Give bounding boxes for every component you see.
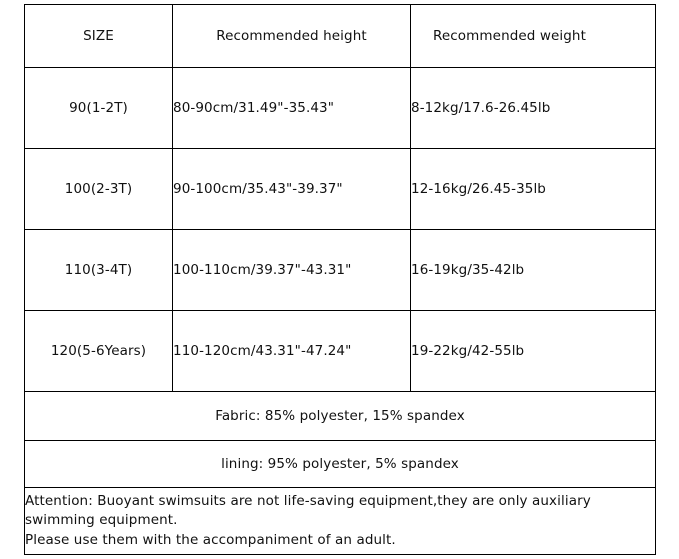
header-cell-size: SIZE [25,5,173,68]
fabric-row [25,392,656,441]
attention-line-2: swimming equipment. [25,512,178,529]
cell-size: 110(3-4T) [25,230,173,311]
attention-row [25,488,656,555]
header-cell-weight: Recommended weight [411,5,656,68]
cell-weight: 16-19kg/35-42lb [411,230,656,311]
table-row [25,149,656,230]
cell-height: 100-110cm/39.37"-43.31" [173,230,411,311]
cell-size: 100(2-3T) [25,149,173,230]
attention-line-1: Attention: Buoyant swimsuits are not life-saving equipment,they are only auxiliary [25,492,591,509]
table-row [25,311,656,392]
cell-weight: 19-22kg/42-55lb [411,311,656,392]
lining-row [25,441,656,488]
cell-weight: 12-16kg/26.45-35lb [411,149,656,230]
cell-size: 120(5-6Years) [25,311,173,392]
attention-cell [25,488,656,555]
attention-line-3: Please use them with the accompaniment of an adult. [25,531,396,548]
cell-height: 80-90cm/31.49"-35.43" [173,68,411,149]
cell-height: 110-120cm/43.31"-47.24" [173,311,411,392]
cell-size: 90(1-2T) [25,68,173,149]
cell-height: 90-100cm/35.43"-39.37" [173,149,411,230]
header-cell-height: Recommended height [173,5,411,68]
cell-weight: 8-12kg/17.6-26.45lb [411,68,656,149]
lining-text: lining: 95% polyester, 5% spandex [25,441,656,488]
table-row [25,230,656,311]
fabric-text: Fabric: 85% polyester, 15% spandex [25,392,656,441]
table-header-row [25,5,656,68]
table-row [25,68,656,149]
size-chart-table [24,4,656,555]
